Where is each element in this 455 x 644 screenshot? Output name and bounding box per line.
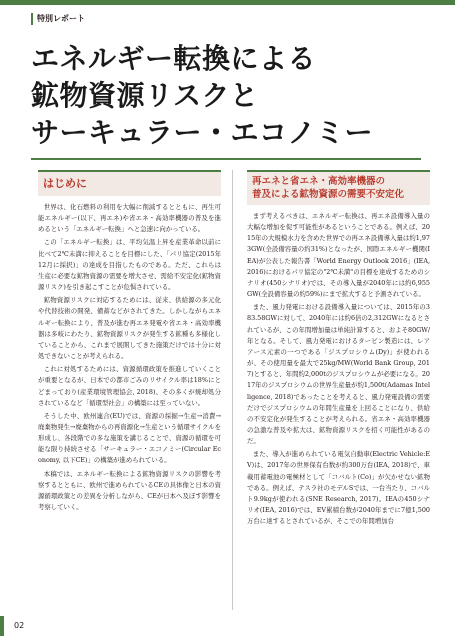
paragraph: この「エネルギー転換」は、平均気温上昇を産業革命以前に比べて2℃未満に抑えることを目標にした、「パリ協定(2015年12月に採択)」の達成を目指したものである。ただ、これらは生産に必要な鉱物資源の需要を増大させ、需給不安定化(鉱物資源リスク)を引き起こすことが危惧されている。 [38, 238, 221, 292]
top-accent-bar [0, 0, 455, 5]
paragraph: また、導入が進められている電気自動車(Electric Vehicle:EV)は、2017年の世界保有台数が約300万台(IEA, 2018)で、車載用蓄電池の電極材として「コバルト(Co)」が欠かせない鉱物である。例えば、テスラ社のモデルSでは、一台当たり、コバルト9.9kgが使われる(SNE Research, 2017)。IEAの450シナリオ(IEA, 2016)では、EV累積台数が2040年までに7億1,500万台に達するとされているが、そこでの年間増加台 [247, 450, 430, 526]
paragraph: これに対処するためには、資源循環政策を推進していくことが重要となるが、日本での都市ごみのリサイクル率は18%にとどまっており(産業環境管理協会, 2018)、その多くが焼却処分されているなど「循環型社会」の構築には至っていない。 [38, 365, 221, 407]
paragraph: 本稿では、エネルギー転換による鉱物資源リスクの影響を考察するとともに、欧州で進められているCEの具体像と日本の資源循環政策との差異を分析しながら、CEが日本へ及ぼす影響を考察していく。 [38, 469, 221, 512]
paragraph: 鉱物資源リスクに対応するためには、従来、供給源の多元化や代替技術の開発、備蓄などがされてきた。しかしながらエネルギー転換により、普及が進む再エネ発電や省エネ・高効率機器は多岐にわたり、鉱物資源リスクが発生する鉱種も多様化していることから、これまで展開してきた施策だけでは十分に対処できないことが考えられる。 [38, 296, 221, 361]
section-heading-box [247, 170, 430, 205]
section-heading-line-1: 再エネと省エネ・高効率機器の [252, 176, 386, 187]
footer-accent-bar [0, 616, 4, 636]
title-line-3: サーキュラー・エコノミー [31, 116, 374, 149]
paragraph: また、風力発電における設備導入量については、2015年の383.58GWに対して、2040年には約6倍の2,312GWになるとされているが、この年間増加量は単純計算すると、およそ80GW/年となる。そして、風力発電におけるタービン製造には、レアアース元素の一つである「ジスプロシウム(Dy)」が使われるが、その使用量を最大で25kg/MW(World Bank Group, 2017)とすると、年間約2,000tのジスプロシウムが必要になる。2017年のジスプロシウムの世界生産量が約1,500t(Adamas Intelligence, 2018)であったことを考えると、風力発電設備の需要だけでジスプロシウムの年間生産量を上回ることになり、供給の不安定化が発生することが考えられる。省エネ・高効率機器の急激な普及や拡大は、鉱物資源リスクを招く可能性があるのだ。 [247, 303, 430, 446]
section-label: 特別レポート [37, 14, 85, 23]
column-divider [232, 170, 233, 610]
section-heading-line-2: 普及による鉱物資源の需要不安定化 [252, 189, 405, 200]
page-number: 02 [14, 621, 25, 630]
left-column [38, 170, 221, 513]
section-label-marker [31, 13, 33, 25]
paragraph: 世界は、化石燃料の利用を大幅に削減するとともに、再生可能エネルギー(以下、再エネ)や省エネ・高効率機器の普及を進めるという「エネルギー転換」へと急速に向かっている。 [38, 203, 221, 234]
title-line-1: エネルギー転換による [31, 42, 317, 75]
section-heading-intro: はじめに [43, 177, 87, 190]
title-line-2: 鉱物資源リスクと [31, 79, 259, 112]
paragraph: まず考えるべきは、エネルギー転換は、再エネ設備導入量の大幅な増加を促す可能性があるということである。例えば、2015年の大規模水力を含めた世界での再エネ設備導入量は約1,973GW(全設備容量の約31%)となったが、国際エネルギー機関(IEA)が公表した報告書「World Energy Outlook 2016」(IEA, 2016)におけるパリ協定の"2℃未満"の目標を達成するためのシナリオ(450シナリオ)では、その導入量が2040年には約6,955GW(全設備容量の約59%)にまで拡大すると予測されている。 [247, 212, 430, 299]
title-rule [31, 158, 421, 160]
right-column [247, 170, 430, 527]
section-heading-box [38, 170, 221, 196]
article-title [31, 40, 431, 151]
paragraph: そうした中、欧州連合(EU)では、資源の採掘→生産→消費→廃棄物発生→廃棄物からの再資源化→生産という循環サイクルを形成し、各段階での多な施策を講じることで、資源の循環を可能な限り持続させる「サーキュラー・エコノミー(Circular Economy, 以下CE)」の構築が進められている。 [38, 411, 221, 465]
